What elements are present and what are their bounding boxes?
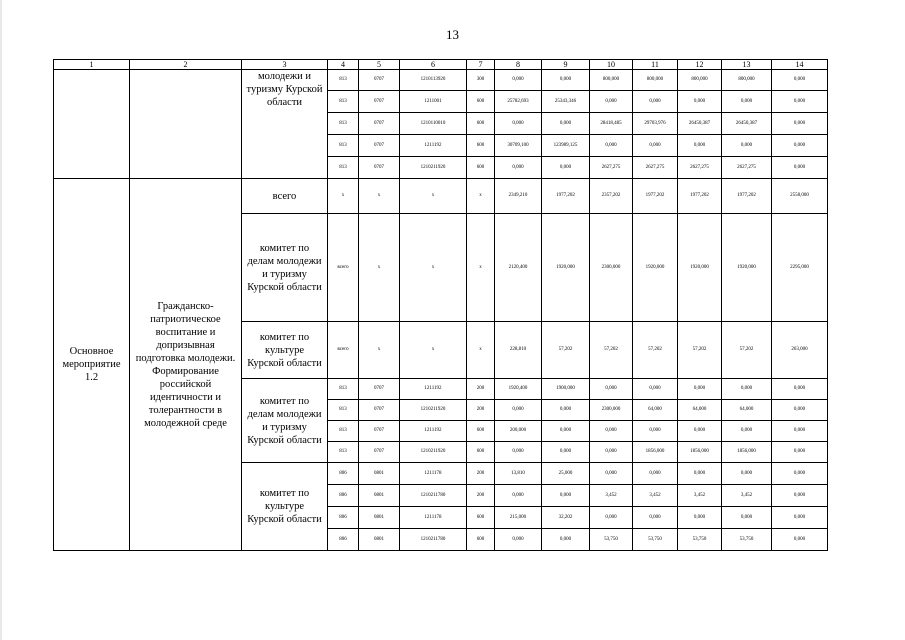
data-cell: 1920,000	[542, 214, 590, 322]
data-cell: 64,000	[633, 400, 678, 421]
data-cell: 0,000	[633, 379, 678, 400]
data-cell: 813	[328, 400, 359, 421]
column-header-14: 14	[772, 60, 828, 70]
data-cell: 600	[467, 442, 495, 463]
data-cell: 0,000	[678, 91, 722, 113]
data-cell: 0,000	[678, 463, 722, 485]
data-cell: 200	[467, 485, 495, 507]
column-header-10: 10	[590, 60, 633, 70]
data-cell: x	[328, 179, 359, 214]
data-cell: 0707	[359, 400, 400, 421]
data-cell: 813	[328, 421, 359, 442]
data-cell: 0,000	[633, 91, 678, 113]
data-cell: 0707	[359, 135, 400, 157]
row-label-cell	[54, 70, 130, 179]
data-cell: 30709,100	[495, 135, 542, 157]
data-cell: 800,000	[678, 70, 722, 91]
data-cell: x	[359, 214, 400, 322]
data-cell: 2558,000	[772, 179, 828, 214]
data-cell: 200	[467, 400, 495, 421]
data-cell: 0,000	[722, 91, 772, 113]
data-cell: 600	[467, 91, 495, 113]
data-cell: 0,000	[678, 135, 722, 157]
data-cell: 2300,000	[590, 400, 633, 421]
data-cell: 1211192	[400, 135, 467, 157]
executor-cell: всего	[242, 179, 328, 214]
data-cell: 0,000	[772, 113, 828, 135]
data-cell: 1210211780	[400, 485, 467, 507]
data-cell: 26450,387	[678, 113, 722, 135]
data-cell: 1856,000	[678, 442, 722, 463]
column-header-4: 4	[328, 60, 359, 70]
data-cell: 0,000	[590, 507, 633, 529]
data-cell: 13,810	[495, 463, 542, 485]
data-cell: x	[359, 322, 400, 379]
data-cell: 29703,976	[633, 113, 678, 135]
data-cell: 600	[467, 113, 495, 135]
event-description-cell: Гражданско-патриотическое воспитание и допризывная подготовка молодежи. Формирование российской идентичности и толерантности в молодежной среде	[130, 179, 242, 551]
data-cell: 0,000	[772, 442, 828, 463]
data-cell: 3,452	[722, 485, 772, 507]
data-cell: 0,000	[495, 70, 542, 91]
data-cell: 813	[328, 135, 359, 157]
executor-cell: комитет по культуре Курской области	[242, 463, 328, 551]
data-cell: 0,000	[542, 442, 590, 463]
data-cell: 0707	[359, 442, 400, 463]
data-cell: 813	[328, 91, 359, 113]
data-cell: 813	[328, 379, 359, 400]
page-number: 13	[446, 27, 459, 42]
column-header-7: 7	[467, 60, 495, 70]
column-header-1: 1	[54, 60, 130, 70]
data-cell: 53,750	[633, 529, 678, 551]
table-row	[54, 179, 828, 214]
data-cell: 0,000	[772, 507, 828, 529]
data-cell: 800,000	[633, 70, 678, 91]
event-number-cell: Основное мероприятие 1.2	[54, 179, 130, 551]
data-cell: 0,000	[590, 442, 633, 463]
data-cell: 0,000	[772, 421, 828, 442]
executor-cell: молодежи и туризму Курской области	[242, 70, 328, 179]
data-cell: 806	[328, 507, 359, 529]
data-cell: 0,000	[678, 507, 722, 529]
data-cell: 64,000	[678, 400, 722, 421]
data-cell: 0801	[359, 463, 400, 485]
data-cell: 0,000	[633, 421, 678, 442]
data-cell: 1211178	[400, 507, 467, 529]
data-cell: 300	[467, 70, 495, 91]
data-cell: 0,000	[772, 400, 828, 421]
data-cell: 25343,346	[542, 91, 590, 113]
data-cell: 806	[328, 529, 359, 551]
data-cell: 0801	[359, 529, 400, 551]
data-cell: 0,000	[722, 135, 772, 157]
data-cell: 0,000	[772, 463, 828, 485]
data-cell: 53,750	[722, 529, 772, 551]
executor-cell: комитет по делам молодежи и туризму Курской области	[242, 379, 328, 463]
budget-table	[53, 59, 828, 551]
data-cell: всего	[328, 322, 359, 379]
data-cell: 1856,000	[722, 442, 772, 463]
data-cell: 0,000	[772, 157, 828, 179]
data-cell: 3,452	[633, 485, 678, 507]
data-cell: 0,000	[542, 400, 590, 421]
column-header-3: 3	[242, 60, 328, 70]
data-cell: 57,202	[722, 322, 772, 379]
data-cell: 0,000	[722, 379, 772, 400]
data-cell: 0,000	[495, 485, 542, 507]
data-cell: 1210110010	[400, 113, 467, 135]
data-cell: 1900,000	[542, 379, 590, 400]
data-cell: 0,000	[542, 529, 590, 551]
column-header-2: 2	[130, 60, 242, 70]
data-cell: 53,750	[678, 529, 722, 551]
data-cell: 0801	[359, 485, 400, 507]
data-cell: x	[400, 179, 467, 214]
column-header-5: 5	[359, 60, 400, 70]
data-cell: 0,000	[590, 463, 633, 485]
data-cell: 28418,485	[590, 113, 633, 135]
data-cell: x	[400, 214, 467, 322]
data-cell: 200	[467, 379, 495, 400]
data-cell: 600	[467, 421, 495, 442]
data-cell: 1211001	[400, 91, 467, 113]
data-cell: 123989,125	[542, 135, 590, 157]
data-cell: 0,000	[590, 421, 633, 442]
data-cell: 57,202	[590, 322, 633, 379]
data-cell: x	[400, 322, 467, 379]
data-cell: 25,000	[542, 463, 590, 485]
data-cell: 600	[467, 135, 495, 157]
data-cell: 0,000	[772, 135, 828, 157]
data-cell: 0,000	[542, 485, 590, 507]
data-cell: 600	[467, 507, 495, 529]
data-cell: 0801	[359, 507, 400, 529]
column-header-9: 9	[542, 60, 590, 70]
data-cell: 3,452	[590, 485, 633, 507]
data-cell: 0,000	[678, 379, 722, 400]
data-cell: 2300,000	[590, 214, 633, 322]
data-cell: 57,202	[678, 322, 722, 379]
data-cell: 57,202	[542, 322, 590, 379]
data-cell: 0,000	[772, 70, 828, 91]
data-cell: 0,000	[772, 91, 828, 113]
data-cell: 0,000	[495, 442, 542, 463]
data-cell: 200,000	[495, 421, 542, 442]
data-cell: 0,000	[772, 485, 828, 507]
data-cell: 1977,202	[542, 179, 590, 214]
data-cell: 813	[328, 70, 359, 91]
data-cell: 800,000	[722, 70, 772, 91]
data-cell: 1210113920	[400, 70, 467, 91]
column-header-8: 8	[495, 60, 542, 70]
data-cell: 0,000	[495, 529, 542, 551]
data-cell: 228,810	[495, 322, 542, 379]
data-cell: x	[359, 179, 400, 214]
data-cell: 200	[467, 463, 495, 485]
data-cell: 0707	[359, 421, 400, 442]
data-cell: 2627,275	[633, 157, 678, 179]
data-cell: 0707	[359, 113, 400, 135]
data-cell: 1920,400	[495, 379, 542, 400]
executor-cell: комитет по делам молодежи и туризму Курской области	[242, 214, 328, 322]
data-cell: 0707	[359, 91, 400, 113]
data-cell: 1920,000	[722, 214, 772, 322]
data-cell: 813	[328, 113, 359, 135]
data-cell: 0,000	[772, 529, 828, 551]
data-cell: 0,000	[772, 379, 828, 400]
data-cell: 0,000	[722, 507, 772, 529]
data-cell: 0,000	[495, 113, 542, 135]
data-cell: 800,000	[590, 70, 633, 91]
data-cell: 2357,202	[590, 179, 633, 214]
data-cell: 1977,202	[633, 179, 678, 214]
data-cell: 2627,275	[590, 157, 633, 179]
data-cell: 0707	[359, 70, 400, 91]
data-cell: 1977,202	[678, 179, 722, 214]
data-cell: 25782,693	[495, 91, 542, 113]
data-cell: 215,000	[495, 507, 542, 529]
data-cell: 0,000	[542, 157, 590, 179]
data-cell: 0707	[359, 157, 400, 179]
data-cell: 2295,000	[772, 214, 828, 322]
row-description-cell	[130, 70, 242, 179]
data-cell: 0,000	[633, 463, 678, 485]
data-cell: x	[467, 179, 495, 214]
data-cell: 26450,387	[722, 113, 772, 135]
data-cell: 2627,275	[722, 157, 772, 179]
data-cell: 0,000	[590, 379, 633, 400]
data-cell: 0,000	[590, 135, 633, 157]
data-cell: 0,000	[722, 463, 772, 485]
data-cell: 2349,210	[495, 179, 542, 214]
data-cell: 0,000	[633, 135, 678, 157]
data-cell: 0,000	[722, 421, 772, 442]
data-cell: 1856,000	[633, 442, 678, 463]
data-cell: 64,000	[722, 400, 772, 421]
column-header-6: 6	[400, 60, 467, 70]
data-cell: 53,750	[590, 529, 633, 551]
data-cell: 1211192	[400, 379, 467, 400]
data-cell: 263,000	[772, 322, 828, 379]
data-cell: 0,000	[678, 421, 722, 442]
data-cell: всего	[328, 214, 359, 322]
column-header-12: 12	[678, 60, 722, 70]
executor-cell: комитет по культуре Курской области	[242, 322, 328, 379]
column-header-13: 13	[722, 60, 772, 70]
data-cell: 1920,000	[678, 214, 722, 322]
data-cell: 1210211920	[400, 400, 467, 421]
data-cell: 3,452	[678, 485, 722, 507]
data-cell: 806	[328, 485, 359, 507]
data-cell: 57,202	[633, 322, 678, 379]
data-cell: x	[467, 322, 495, 379]
data-cell: 806	[328, 463, 359, 485]
scan-edge	[0, 0, 2, 640]
data-cell: 1210211920	[400, 157, 467, 179]
data-cell: 1920,000	[633, 214, 678, 322]
data-cell: 32,202	[542, 507, 590, 529]
data-cell: 1210211780	[400, 529, 467, 551]
data-cell: 0,000	[495, 157, 542, 179]
data-cell: 2120,400	[495, 214, 542, 322]
data-cell: 813	[328, 157, 359, 179]
data-cell: 1977,202	[722, 179, 772, 214]
data-cell: 1211192	[400, 421, 467, 442]
table-row	[54, 70, 828, 91]
data-cell: 600	[467, 529, 495, 551]
data-cell: 1210211920	[400, 442, 467, 463]
data-cell: 1211178	[400, 463, 467, 485]
data-cell: 0,000	[590, 91, 633, 113]
data-cell: 0,000	[633, 507, 678, 529]
data-cell: 813	[328, 442, 359, 463]
header-row	[54, 60, 828, 70]
data-cell: x	[467, 214, 495, 322]
data-cell: 0,000	[495, 400, 542, 421]
data-cell: 0707	[359, 379, 400, 400]
data-cell: 0,000	[542, 421, 590, 442]
column-header-11: 11	[633, 60, 678, 70]
data-cell: 2627,275	[678, 157, 722, 179]
data-cell: 0,000	[542, 70, 590, 91]
data-cell: 600	[467, 157, 495, 179]
data-cell: 0,000	[542, 113, 590, 135]
